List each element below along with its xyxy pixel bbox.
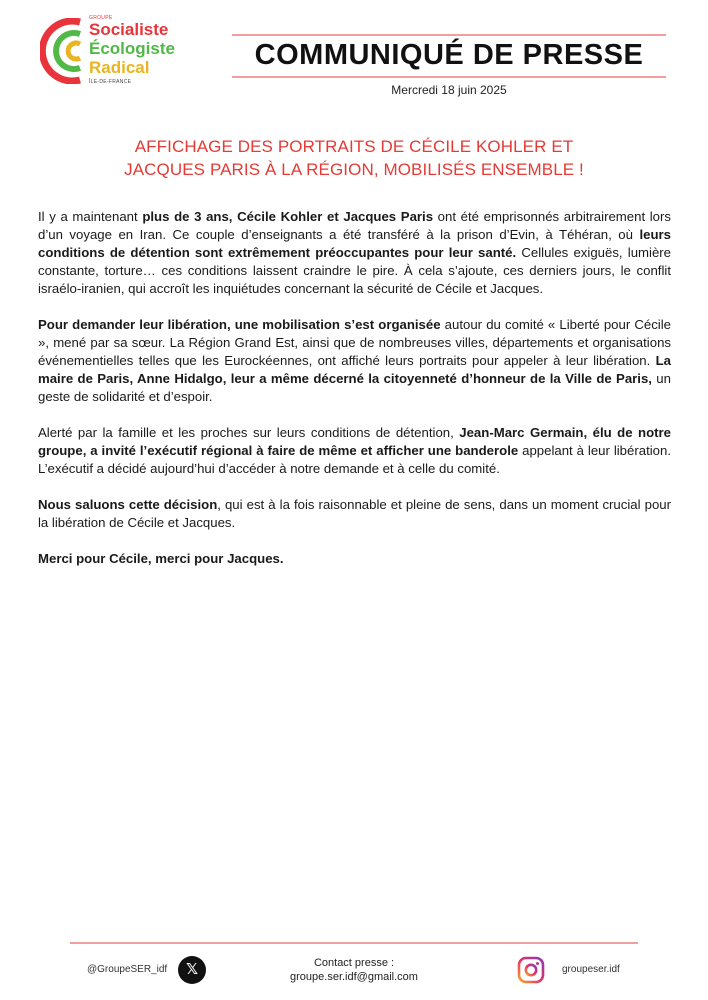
bold-run: Jean-Marc Germain, élu de notre groupe, a invité l’exécutif régional à faire de même et afficher une banderole — [38, 425, 671, 458]
contact-email[interactable]: groupe.ser.idf@gmail.com — [290, 971, 418, 983]
press-release-body — [38, 208, 671, 586]
paragraph-2 — [38, 316, 671, 406]
logo-arcs-icon — [40, 18, 88, 84]
logo-group-label: GROUPE — [89, 15, 113, 21]
bold-run: Merci pour Cécile, merci pour Jacques. — [38, 551, 284, 566]
text-run: Cellules exiguës, lumière constante, torture… ces conditions laissent craindre le pire. À cela s’ajoute, ces derniers jours, le conflit israélo-iranien, qui accroît les inquiétudes concernant la sécurité de Cécile et Jacques. — [38, 245, 671, 296]
text-run: Alerté par la famille et les proches sur leurs conditions de détention, — [38, 425, 460, 440]
paragraph-5 — [38, 550, 671, 568]
instagram-icon[interactable] — [517, 956, 545, 984]
paragraph-1 — [38, 208, 671, 298]
text-run: un geste de solidarité et d’espoir. — [38, 371, 671, 404]
text-run: , qui est à la fois raisonnable et pleine de sens, dans un moment crucial pour la libération de Cécile et Jacques. — [38, 497, 672, 530]
text-run: autour du comité « Liberté pour Cécile », mené par sa sœur. La Région Grand Est, ainsi que de nombreuses villes, départements et organisations événementielles telles que les Eurockéennes, ont affiché leurs portraits pour appeler à leur libération. — [38, 317, 671, 368]
text-run: Il y a maintenant — [38, 209, 143, 224]
bold-run: Nous saluons cette décision — [38, 497, 218, 512]
logo — [40, 16, 190, 96]
x-icon[interactable]: 𝕏 — [178, 956, 206, 984]
footer-rule — [70, 942, 638, 944]
text-run: ont été emprisonnés arbitrairement lors d’un voyage en Iran. Ce couple d’enseignants a été transféré à la prison d’Evin, à Téhéran, où — [38, 209, 672, 242]
headline-line-2: JACQUES PARIS À LA RÉGION, MOBILISÉS ENSEMBLE ! — [124, 160, 584, 179]
twitter-handle[interactable]: @GroupeSER_idf — [87, 964, 168, 975]
bold-run: plus de 3 ans, Cécile Kohler et Jacques Paris — [142, 209, 434, 224]
headline-line-1: AFFICHAGE DES PORTRAITS DE CÉCILE KOHLER ET — [134, 137, 574, 156]
header-top-rule — [232, 34, 666, 36]
text-run: appelant à leur libération. L’exécutif a décidé aujourd’hui d’accéder à notre demande et à celle du comité. — [38, 443, 671, 476]
paragraph-4 — [38, 496, 671, 532]
bold-run: Pour demander leur libération, une mobilisation s’est organisée — [38, 317, 441, 332]
instagram-handle[interactable]: groupeser.idf — [562, 964, 620, 975]
logo-word-socialiste: Socialiste — [89, 20, 169, 39]
paragraph-3 — [38, 424, 671, 478]
logo-region: ÎLE-DE-FRANCE — [89, 79, 132, 85]
bold-run: leurs conditions de détention sont extrêmement préoccupantes pour leur santé. — [38, 227, 671, 260]
contact-label: Contact presse : — [313, 957, 395, 969]
logo-word-ecologiste: Écologiste — [89, 39, 175, 58]
press-contact — [254, 956, 454, 984]
publication-date: Mercredi 18 juin 2025 — [391, 83, 507, 97]
logo-word-radical: Radical — [89, 58, 150, 77]
page-title: COMMUNIQUÉ DE PRESSE — [254, 39, 644, 71]
headline — [60, 135, 648, 181]
bold-run: La maire de Paris, Anne Hidalgo, leur a même décerné la citoyenneté d’honneur de la Ville de Paris, — [38, 353, 671, 386]
header-bottom-rule — [232, 76, 666, 78]
